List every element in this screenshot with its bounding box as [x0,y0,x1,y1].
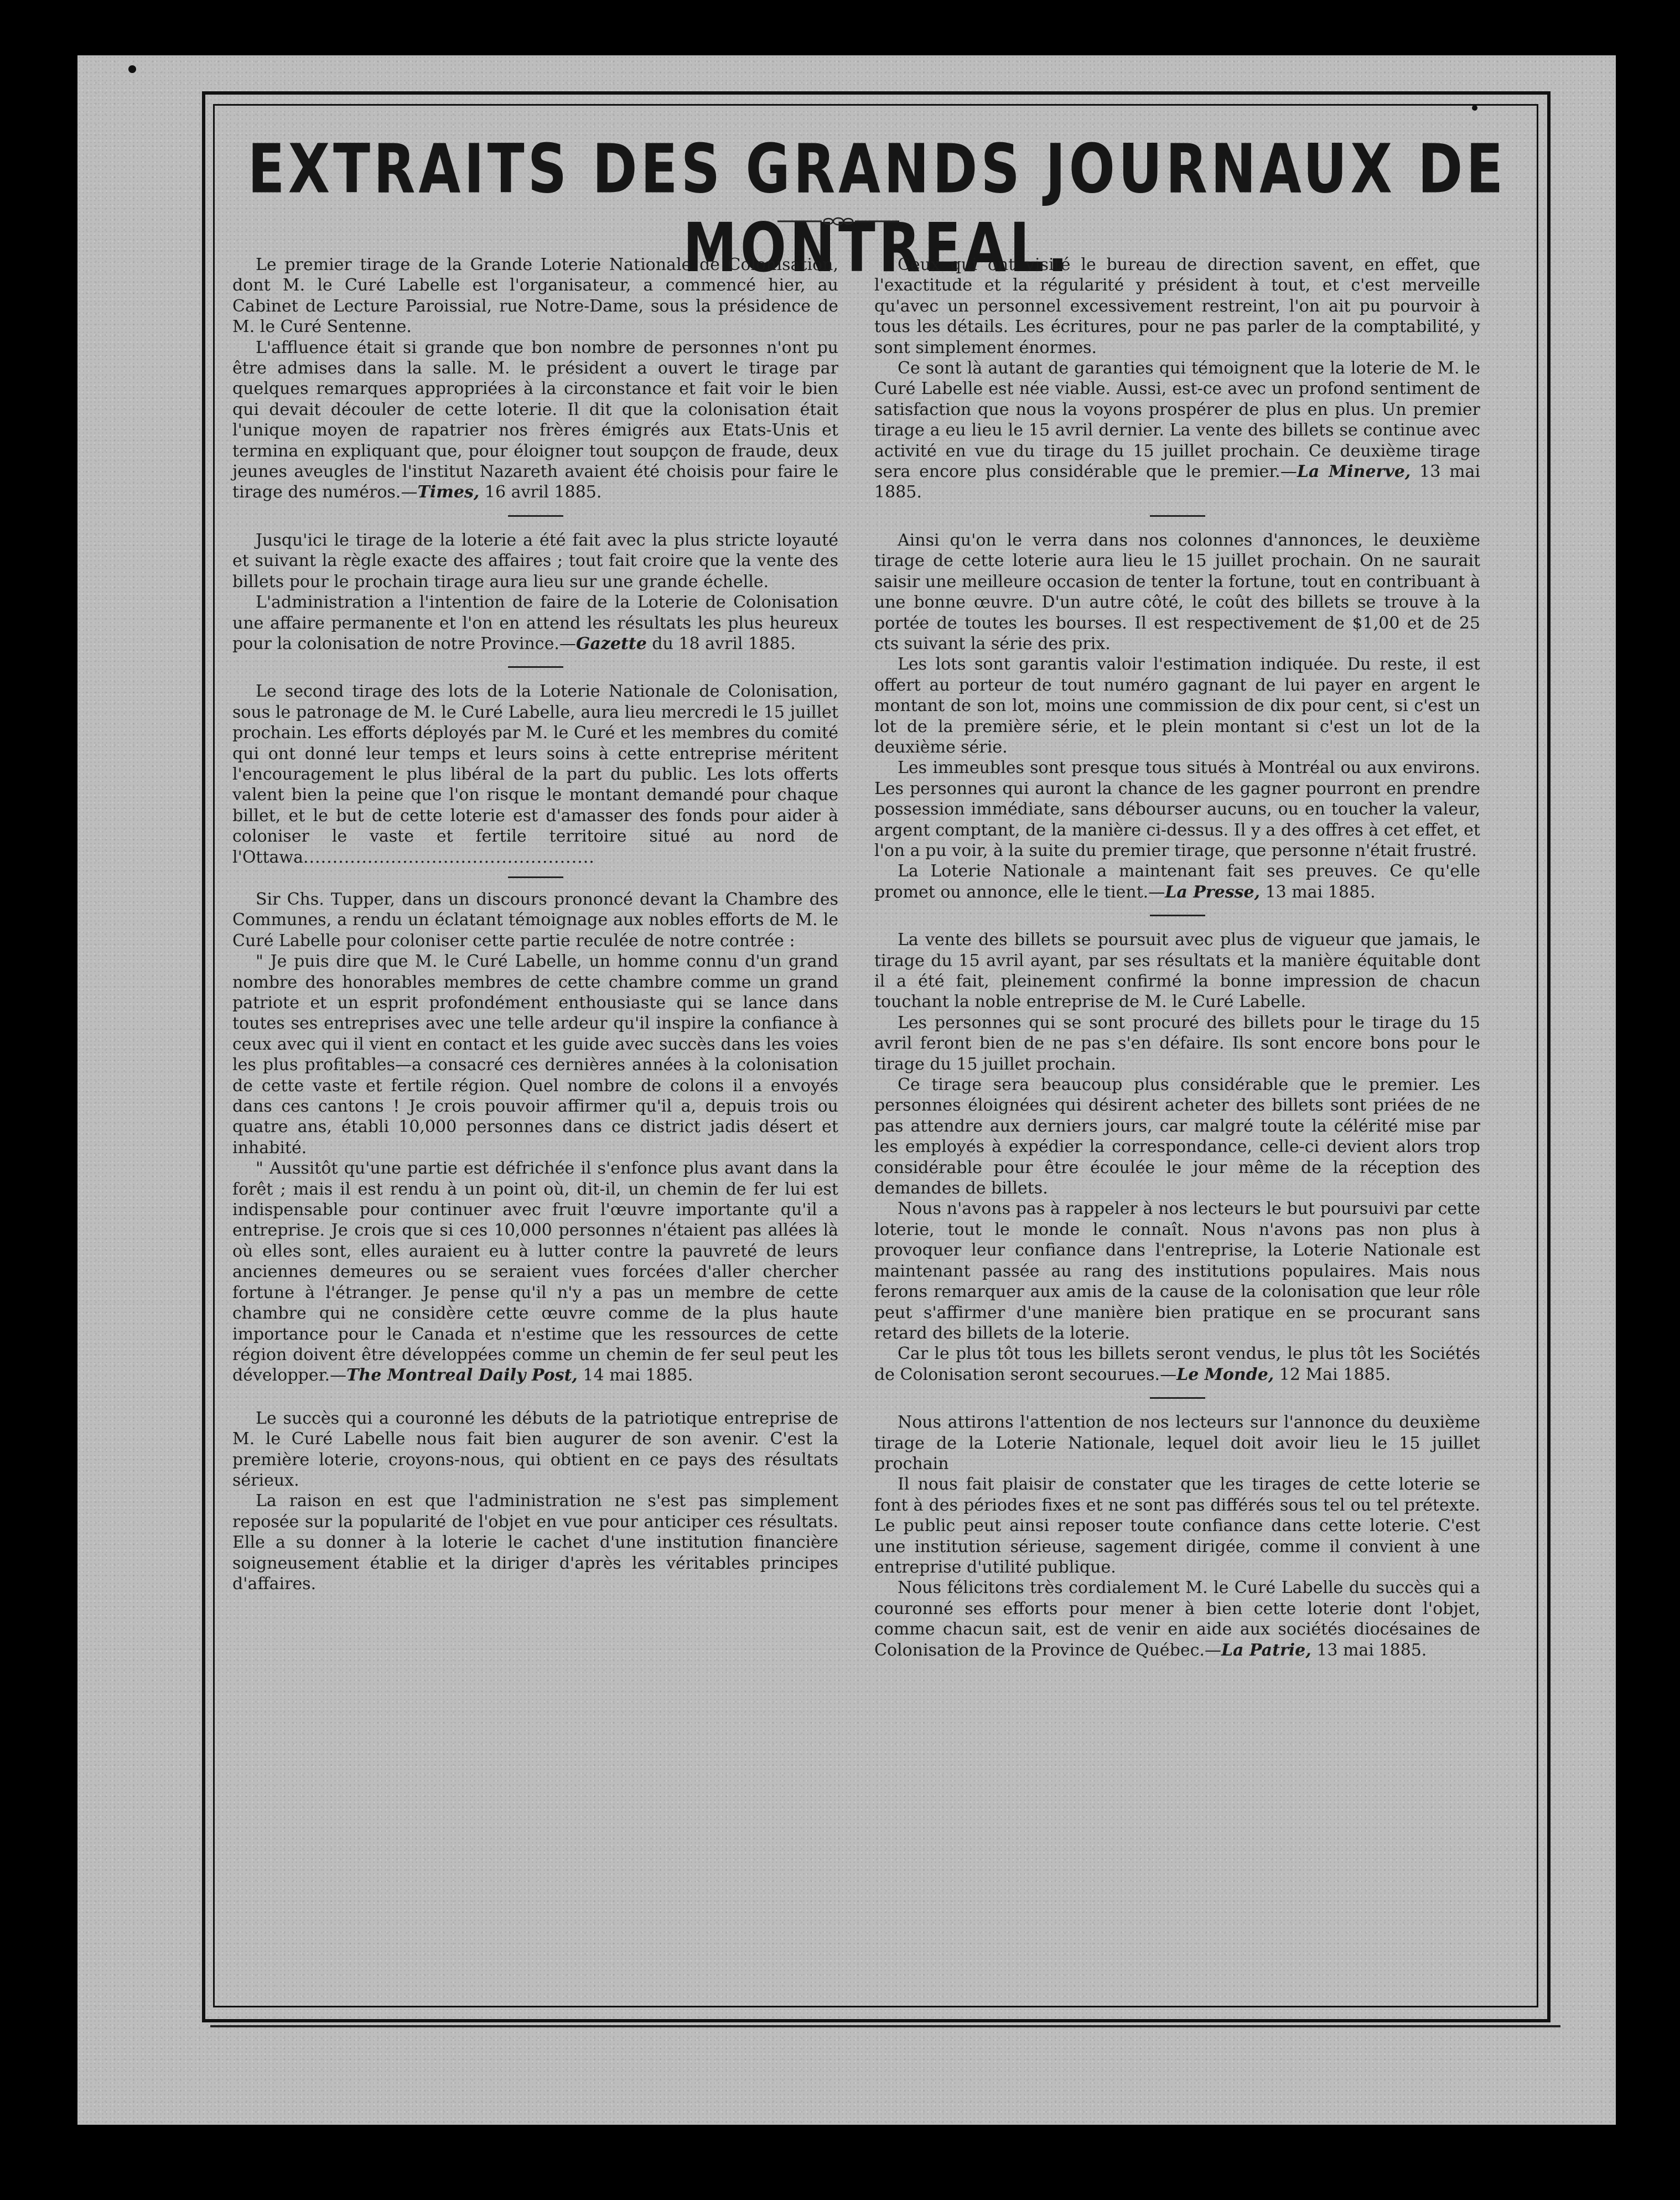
article-minerve [874,255,1480,503]
source-name: Times, [417,482,480,502]
source-date: 13 mai 1885. [1260,882,1376,902]
paragraph: Ceux qui ont visité le bureau de direction savent, en effet, que l'exactitude et la régularité y président à tout, et c'est merveille qu'avec un personnel excessivement restreint, l'on ait pu pourvoir à tous les détails. Les écritures, pour ne pas parler de la comptabilité, y sont simplement énormes. [874,255,1480,357]
paragraph: Le premier tirage de la Grande Loterie Nationale de Colonisation, dont M. le Curé Labelle est l'organisateur, a commencé hier, au Cabinet de Lecture Paroissial, rue Notre-Dame, sous la présidence de M. le Curé Sentenne. [232,255,838,337]
paragraph: Ainsi qu'on le verra dans nos colonnes d'annonces, le deuxième tirage de cette loterie aura lieu le 15 juillet prochain. On ne saurait saisir une meilleure occasion de tenter la fortune, tout en contribuant à une bonne œuvre. D'un autre côté, le coût des billets se trouve à la portée de toutes les bourses. Il est respectivement de $1,00 et de 25 cts suivant la série des prix. [874,530,1480,653]
left-column [232,255,838,1594]
paragraph: La Loterie Nationale a maintenant fait ses preuves. Ce qu'elle promet ou annonce, elle le tient.—La Presse, 13 mai 1885. [874,862,1480,902]
paragraph: Ce sont là autant de garanties qui témoignent que la loterie de M. le Curé Labelle est née viable. Aussi, est-ce avec un profond sentiment de satisfaction que nous la voyons prospérer de plus en plus. Un premier tirage a eu lieu le 15 avril dernier. La vente des billets se continue avec activité en vue du tirage du 15 juillet prochain. Ce deuxième tirage sera encore plus considérable que le premier.—La Minerve, 13 mai 1885. [874,359,1480,502]
paragraph: Il nous fait plaisir de constater que les tirages de cette loterie se font à des périodes fixes et ne sont pas différés sous tel ou tel prétexte. Le public peut ainsi reposer toute confiance dans cette loterie. C'est une institution sérieuse, sagement dirigée, comme il convient à une entreprise d'utilité publique. [874,1475,1480,1577]
separator-rule [1150,515,1205,517]
paragraph: La raison en est que l'administration ne s'est pas simplement reposée sur la popularité de l'objet en vue pour anticiper ces résultats. Elle a su donner à la loterie le cachet d'une institution financière soigneusement établie et la diriger d'après les véritables principes d'affaires. [232,1491,838,1594]
article-gazette [232,530,838,654]
separator-rule [1150,1397,1205,1399]
spacer [232,1386,838,1408]
separator-rule [508,666,563,668]
right-column [874,255,1480,1661]
source-name: Gazette [575,634,647,653]
article-monde [874,930,1480,1385]
source-date: 13 mai 1885. [1311,1640,1427,1660]
paragraph: Le succès qui a couronné les débuts de la patriotique entreprise de M. le Curé Labelle nous fait bien augurer de son avenir. C'est la première loterie, croyons-nous, qui obtient en ce pays des résultats sérieux. [232,1408,838,1490]
article-patrie [874,1412,1480,1661]
source-date: 13 mai 1885. [874,462,1480,502]
border-shadow [210,2025,1560,2040]
source-date: 16 avril 1885. [479,482,602,502]
ink-speck [128,65,136,73]
article-daily-post [232,889,838,1386]
source-date: du 18 avril 1885. [646,634,796,653]
paragraph: Les immeubles sont presque tous situés à Montréal ou aux environs. Les personnes qui auront la chance de les gagner pourront en prendre possession immédiate, sans débourser aucuns, ou en toucher la valeur, argent comptant, de la manière ci-dessus. Il y a des offres à cet effet, et l'on a pu voir, à la suite du premier tirage, que personne n'était frustré. [874,758,1480,860]
source-name: Le Monde, [1176,1364,1274,1384]
ink-speck [1472,105,1477,111]
paragraph: Sir Chs. Tupper, dans un discours prononcé devant la Chambre des Communes, a rendu un éclatant témoignage aux nobles efforts de M. le Curé Labelle pour coloniser cette partie reculée de notre contrée : [232,889,838,951]
paragraph: Les personnes qui se sont procuré des billets pour le tirage du 15 avril feront bien de ne pas s'en défaire. Ils sont encore bons pour le tirage du 15 juillet prochain. [874,1013,1480,1074]
article-presse [874,530,1480,902]
page-title: EXTRAITS DES GRANDS JOURNAUX DE MONTREAL. [247,130,1507,288]
paragraph: Jusqu'ici le tirage de la loterie a été fait avec la plus stricte loyauté et suivant la règle exacte des affaires ; tout fait croire que la vente des billets pour le prochain tirage aura lieu sur une grande échelle. [232,530,838,591]
paragraph: Le second tirage des lots de la Loterie Nationale de Colonisation, sous le patronage de M. le Curé Labelle, aura lieu mercredi le 15 juillet prochain. Les efforts déployés par M. le Curé et les membres du comité qui ont donné leur temps et leurs soins à cette entreprise méritent l'encouragement le plus libéral de la part du public. Les lots offerts valent bien la peine que l'on risque le montant demandé pour chaque billet, et le but de cette loterie est d'amasser des fonds pour aider à coloniser le vaste et fertile territoire situé au nord de l'Ottawa.................................................. [232,682,838,867]
paragraph: " Je puis dire que M. le Curé Labelle, un homme connu d'un grand nombre des honorables membres de cette chambre comme un grand patriote et un esprit profondément enthousiaste qui se lance dans toutes ses entreprises avec une telle ardeur qu'il inspire la confiance à ceux avec qui il vient en contact et les guide avec succès dans les voies les plus profitables—a consacré ces dernières années à la colonisation de cette vaste et fertile région. Quel nombre de colons il a envoyés dans ces cantons ! Je crois pouvoir affirmer qu'il a, depuis trois ou quatre ans, établi 10,000 personnes dans ce district jadis désert et inhabité. [232,952,838,1158]
source-name: La Minerve, [1297,462,1411,482]
article-lots [232,681,838,868]
paragraph: L'administration a l'intention de faire de la Loterie de Colonisation une affaire permanente et l'on en attend les résultats les plus heureux pour la colonisation de notre Province.—Gazette du 18 avril 1885. [232,593,838,653]
source-name: La Patrie, [1221,1640,1311,1660]
separator-rule [508,515,563,517]
source-date: 14 mai 1885. [577,1366,693,1386]
source-date: 12 Mai 1885. [1274,1364,1391,1384]
article-succes [232,1408,838,1595]
paragraph: Nous n'avons pas à rappeler à nos lecteurs le but poursuivi par cette loterie, tout le monde le connaît. Nous n'avons pas non plus à provoquer leur confiance dans l'entreprise, la Loterie Nationale est maintenant passée au rang des institutions populaires. Mais nous ferons remarquer aux amis de la cause de la colonisation que leur rôle peut s'affirmer d'une manière bien pratique en se procurant sans retard des billets de la loterie. [874,1199,1480,1343]
source-name: La Presse, [1165,882,1261,902]
paragraph: Car le plus tôt tous les billets seront vendus, le plus tôt les Sociétés de Colonisation seront secourues.—Le Monde, 12 Mai 1885. [874,1344,1480,1384]
paragraph: Nous attirons l'attention de nos lecteurs sur l'annonce du deuxième tirage de la Loterie Nationale, lequel doit avoir lieu le 15 juillet prochain [874,1413,1480,1473]
article-times [232,255,838,503]
paragraph: " Aussitôt qu'une partie est défrichée il s'enfonce plus avant dans la forêt ; mais il est rendu à un point où, dit-il, un chemin de fer lui est indispensable pour continuer avec fruit l'œuvre importante qu'il a entreprise. Je crois que si ces 10,000 personnes n'étaient pas allées là où elles sont, elles auraient eu à lutter contre la pauvreté de leurs anciennes demeures ou se seraient vues forcées d'aller chercher fortune à l'étranger. Je pense qu'il n'y a pas un membre de cette chambre qui ne considère cette œuvre comme de la plus haute importance pour le Canada et n'estime que les ressources de cette région doivent être développées comme un chemin de fer seul peut les développer.—The Montreal Daily Post, 14 mai 1885. [232,1159,838,1386]
paragraph: L'affluence était si grande que bon nombre de personnes n'ont pu être admises dans la salle. M. le président a ouvert le tirage par quelques remarques appropriées à la circonstance et fait voir le bien qui devait découler de cette loterie. Il dit que la colonisation était l'unique moyen de rapatrier nos frères émigrés aux Etats-Unis et termina en expliquant que, pour éloigner tout soupçon de fraude, deux jeunes aveugles de l'institut Nazareth avaient été choisis pour faire le tirage des numéros.—Times, 16 avril 1885. [232,338,838,502]
source-name: The Montreal Daily Post, [346,1366,578,1386]
title-ornament [777,216,899,227]
separator-rule [1150,915,1205,916]
paragraph: Les lots sont garantis valoir l'estimation indiquée. Du reste, il est offert au porteur de tout numéro gagnant de lui payer en argent le montant de son lot, moins une commission de dix pour cent, si c'est un lot de la première série, et le plein montant si c'est un lot de la deuxième série. [874,655,1480,757]
paragraph: Nous félicitons très cordialement M. le Curé Labelle du succès qui a couronné ses efforts pour mener à bien cette loterie dont l'objet, comme chacun sait, est de venir en aide aux sociétés diocésaines de Colonisation de la Province de Québec.—La Patrie, 13 mai 1885. [874,1578,1480,1660]
paragraph: La vente des billets se poursuit avec plus de vigueur que jamais, le tirage du 15 avril ayant, par ses résultats et la manière équitable dont il a été fait, pleinement confirmé la bonne impression de chacun touchant la noble entreprise de M. le Curé Labelle. [874,930,1480,1012]
paragraph: Ce tirage sera beaucoup plus considérable que le premier. Les personnes éloignées qui désirent acheter des billets sont priées de ne pas attendre aux derniers jours, car malgré toute la célérité mise par les employés à expédier la correspondance, celle-ci devient alors trop considérable pour être écoulée le jour même de la réception des demandes de billets. [874,1075,1480,1198]
separator-rule [508,876,563,878]
